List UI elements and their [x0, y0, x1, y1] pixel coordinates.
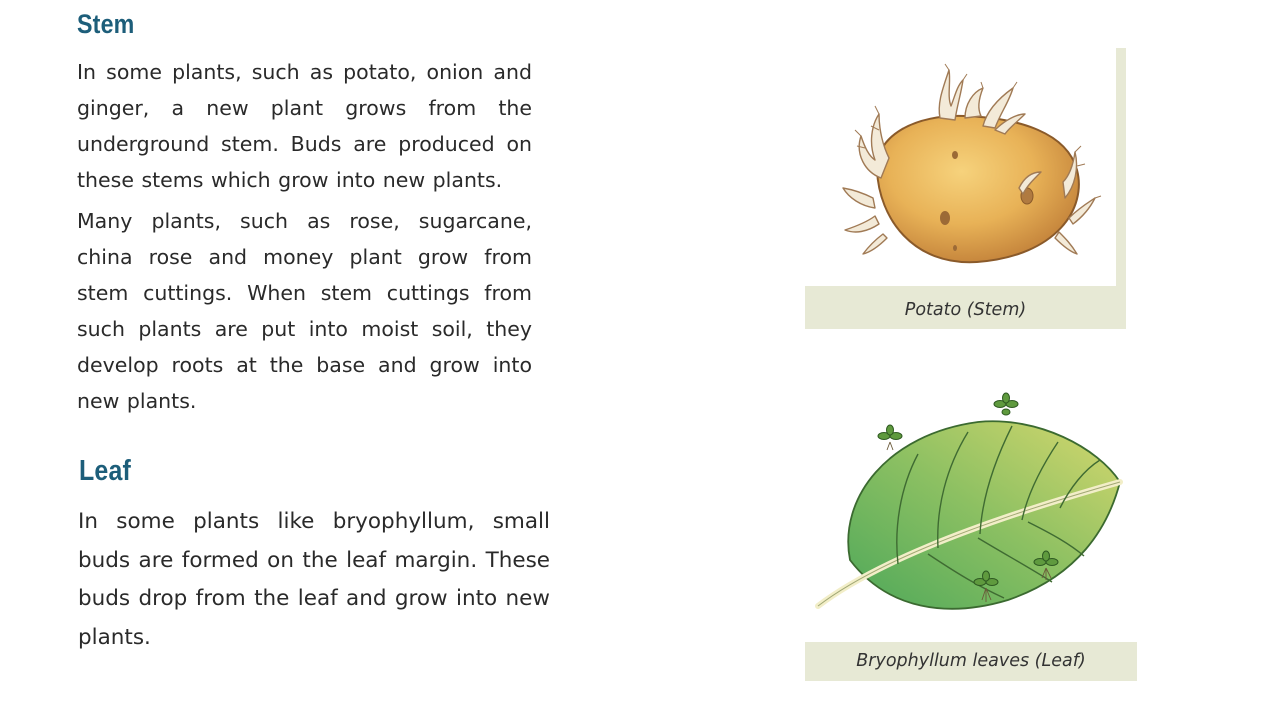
leaf-image-area — [808, 388, 1128, 628]
sprouting-potato-icon — [805, 48, 1116, 286]
potato-caption: Potato (Stem) — [904, 300, 1027, 320]
section-heading-leaf: Leaf — [79, 455, 131, 487]
potato-image-area — [805, 48, 1116, 286]
stem-paragraph-2: Many plants, such as rose, sugarcane, china rose and money plant grow from stem cuttings. When stem cuttings from such plants are put into moist soil, they develop roots at the base and grow into new plants. — [77, 209, 532, 413]
potato-figure — [805, 48, 1126, 329]
section-heading-stem: Stem — [77, 9, 135, 39]
leaf-caption: Bryophyllum leaves (Leaf) — [856, 651, 1086, 671]
stem-paragraph-1: In some plants, such as potato, onion and ginger, a new plant grows from the underground stem. Buds are produced on these stems which grow into new plants. — [77, 60, 532, 192]
leaf-caption-band — [805, 642, 1137, 681]
bryophyllum-leaf-icon — [808, 388, 1128, 628]
leaf-paragraph-1: In some plants like bryophyllum, small buds are formed on the leaf margin. These buds drop from the leaf and grow into new plants. — [78, 509, 550, 650]
